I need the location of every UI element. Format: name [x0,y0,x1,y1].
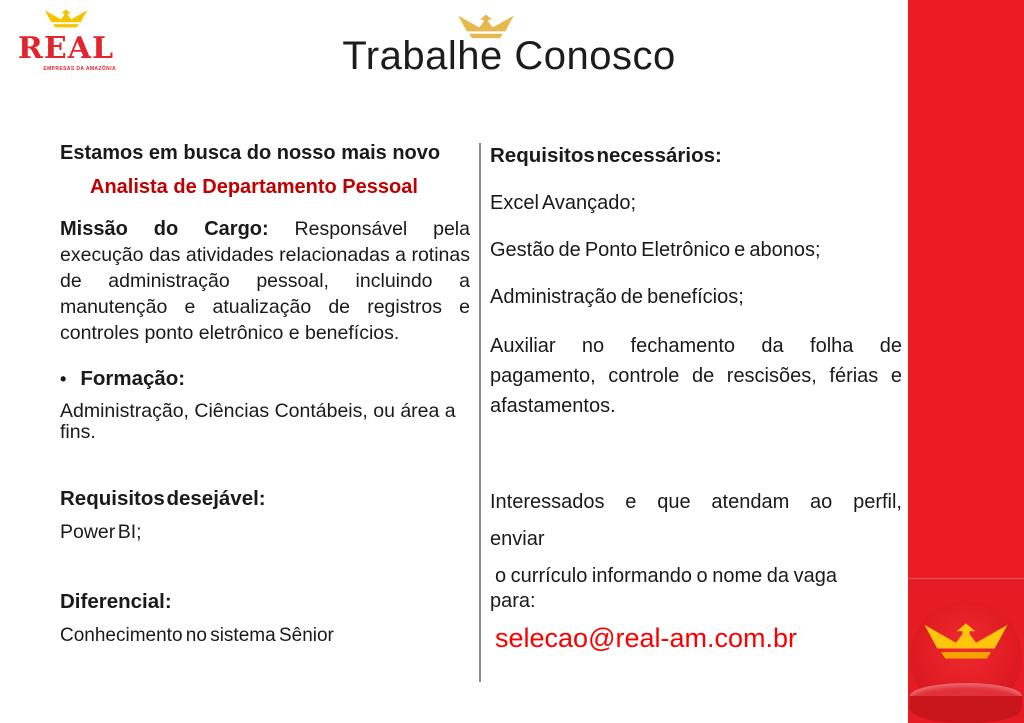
mission-text: Responsável pela execução das atividades relacionadas a rotinas de administração pessoal, incluindo a manutenção e atualização de registros e controles ponto eletrônico e benefícios. [60,218,470,344]
application-email-link[interactable]: selecao@real-am.com.br [495,623,798,653]
cta-text-line3: o currículo informando o nome da vaga [495,565,837,587]
formacao-text: Administração, Ciências Contábeis, ou área a fins. [60,400,456,443]
cta-text-line1: Interessados e que atendam ao perfil, [490,491,902,513]
intro-text: Estamos em busca do nosso mais novo [60,142,441,164]
mission-label: Missão do Cargo: [60,218,269,240]
emblem-podium-base [910,696,1022,723]
auxiliar-paragraph: Auxiliar no fechamento da folha de pagamento, controle de rescisões, férias e afastamentos. [490,335,902,417]
cta-text-line4: para: [490,590,536,612]
left-column [60,142,470,647]
desejavel-heading: Requisitos desejável: [60,487,266,510]
crown-icon [923,622,1009,662]
job-title: Analista de Departamento Pessoal [90,176,418,198]
necessarios-heading: Requisitos necessários: [490,144,722,167]
side-band [908,0,1024,723]
right-column [490,144,902,654]
column-divider [479,143,481,682]
requirement-item: Excel Avançado; [490,192,637,214]
desejavel-item: Power BI; [60,521,142,543]
logo-tagline: EMPRESAS DA AMAZÔNIA [43,66,116,72]
cta-text-line2: enviar [490,528,545,550]
diferencial-heading: Diferencial: [60,590,172,613]
company-logo [14,9,118,72]
page-title: Trabalhe Conosco [342,34,676,78]
logo-brand-text: REAL [17,31,115,66]
bullet-icon: • [60,369,67,389]
formacao-label: Formação: [80,367,186,390]
formacao-heading [60,367,470,391]
requirement-item: Gestão de Ponto Eletrônico e abonos; [490,239,821,261]
diferencial-item: Conhecimento no sistema Sênior [60,625,334,646]
mission-paragraph [60,216,470,346]
crown-icon [44,9,88,29]
requirement-item: Administração de benefícios; [490,286,744,308]
